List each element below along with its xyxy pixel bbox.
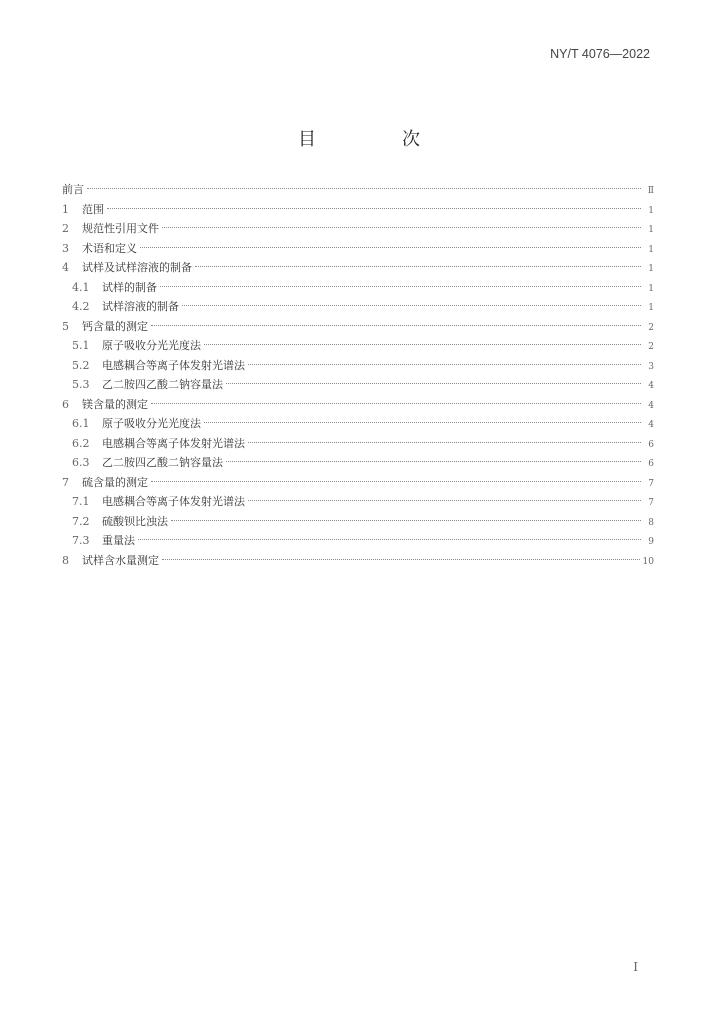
toc-entry-number: 3 bbox=[62, 241, 69, 255]
toc-entry-title: 乙二胺四乙酸二钠容量法 bbox=[102, 378, 223, 391]
toc-entry-title: 术语和定义 bbox=[82, 241, 137, 255]
toc-entry-number: 7.1 bbox=[72, 495, 90, 508]
toc-entry-number: 5.1 bbox=[72, 339, 90, 352]
dot-leader bbox=[248, 364, 641, 365]
toc-entry[interactable] bbox=[62, 375, 654, 395]
standard-code: NY/T 4076—2022 bbox=[550, 47, 650, 61]
toc-entry-title: 试样及试样溶液的制备 bbox=[82, 261, 192, 274]
toc-entry-page: 4 bbox=[648, 381, 654, 391]
toc-entry[interactable] bbox=[62, 512, 654, 532]
dot-leader bbox=[182, 305, 641, 306]
dot-leader bbox=[162, 227, 641, 228]
toc-entry-page: 3 bbox=[648, 361, 654, 372]
toc-entry-number: 6 bbox=[62, 397, 69, 411]
dot-leader bbox=[204, 344, 641, 345]
toc-entry-title: 电感耦合等离子体发射光谱法 bbox=[102, 358, 245, 372]
toc-entry-number: 4 bbox=[62, 261, 69, 274]
toc-entry-page: 2 bbox=[648, 342, 654, 352]
dot-leader bbox=[195, 266, 641, 267]
toc-entry-page: 1 bbox=[648, 244, 654, 255]
dot-leader bbox=[248, 442, 641, 443]
toc-entry[interactable] bbox=[62, 531, 654, 551]
toc-entry[interactable] bbox=[62, 356, 654, 376]
toc-entry-number: 1 bbox=[62, 202, 69, 216]
toc-entry[interactable] bbox=[62, 258, 654, 278]
toc-entry-title: 范围 bbox=[82, 202, 104, 216]
toc-entry[interactable] bbox=[62, 297, 654, 317]
toc-entry-page: 6 bbox=[648, 439, 654, 450]
toc-entry[interactable] bbox=[62, 317, 654, 337]
toc-entry[interactable] bbox=[62, 492, 654, 512]
toc-entry-title: 电感耦合等离子体发射光谱法 bbox=[102, 436, 245, 450]
dot-leader bbox=[204, 422, 641, 423]
toc-entry[interactable] bbox=[62, 551, 654, 571]
toc-entry[interactable] bbox=[62, 453, 654, 473]
page-title: 目 次 bbox=[298, 129, 454, 150]
dot-leader bbox=[226, 461, 641, 462]
toc-entry-title: 电感耦合等离子体发射光谱法 bbox=[102, 495, 245, 508]
toc-entry[interactable] bbox=[62, 200, 654, 220]
dot-leader bbox=[107, 208, 641, 209]
toc-entry-page: 4 bbox=[648, 400, 654, 411]
dot-leader bbox=[160, 286, 641, 287]
toc-entry-title: 试样的制备 bbox=[102, 280, 157, 294]
toc-entry-number: 5.3 bbox=[72, 378, 90, 391]
toc-entry[interactable] bbox=[62, 414, 654, 434]
toc-entry-title: 试样含水量测定 bbox=[82, 553, 159, 567]
dot-leader bbox=[171, 520, 641, 521]
toc-entry[interactable] bbox=[62, 278, 654, 298]
toc-entry-title: 硫酸钡比浊法 bbox=[102, 514, 168, 528]
toc-entry-number: 5.2 bbox=[72, 358, 90, 372]
toc-entry[interactable] bbox=[62, 434, 654, 454]
toc-entry-page: 7 bbox=[648, 478, 654, 489]
toc-entry[interactable] bbox=[62, 473, 654, 493]
dot-leader bbox=[138, 539, 641, 540]
toc-entry-title: 重量法 bbox=[102, 534, 135, 547]
toc-entry-number: 6.2 bbox=[72, 436, 90, 450]
toc-entry-page: 1 bbox=[648, 283, 654, 294]
page-number: Ⅰ bbox=[633, 960, 638, 974]
toc-entry-title: 原子吸收分光光度法 bbox=[102, 339, 201, 352]
toc-entry-page: 1 bbox=[648, 303, 654, 313]
toc-entry-number: 4.2 bbox=[72, 300, 90, 313]
dot-leader bbox=[151, 481, 641, 482]
toc-entry[interactable] bbox=[62, 336, 654, 356]
toc-entry-title: 前言 bbox=[62, 183, 84, 196]
toc-entry-page: 1 bbox=[648, 225, 654, 235]
toc-entry-page: 8 bbox=[648, 517, 654, 528]
toc-entry-title: 试样溶液的制备 bbox=[102, 300, 179, 313]
dot-leader bbox=[151, 325, 641, 326]
toc-entry-page: 1 bbox=[648, 264, 654, 274]
toc-entry[interactable] bbox=[62, 395, 654, 415]
dot-leader bbox=[151, 403, 641, 404]
toc-entry-title: 硫含量的测定 bbox=[82, 475, 148, 489]
toc-entry-page: 7 bbox=[648, 498, 654, 508]
toc-entry-number: 4.1 bbox=[72, 280, 90, 294]
toc-entry[interactable] bbox=[62, 219, 654, 239]
table-of-contents bbox=[62, 180, 654, 570]
dot-leader bbox=[87, 188, 641, 189]
toc-entry-number: 5 bbox=[62, 319, 69, 333]
toc-entry-title: 镁含量的测定 bbox=[82, 397, 148, 411]
toc-entry-page: 10 bbox=[642, 556, 654, 567]
toc-entry[interactable] bbox=[62, 239, 654, 259]
toc-entry-number: 7.2 bbox=[72, 514, 90, 528]
dot-leader bbox=[140, 247, 641, 248]
dot-leader bbox=[226, 383, 641, 384]
toc-entry[interactable] bbox=[62, 180, 654, 200]
dot-leader bbox=[162, 559, 640, 560]
toc-entry-title: 乙二胺四乙酸二钠容量法 bbox=[102, 456, 223, 469]
dot-leader bbox=[248, 500, 641, 501]
toc-entry-number: 7 bbox=[62, 475, 69, 489]
toc-entry-page: Ⅱ bbox=[647, 186, 654, 196]
toc-entry-page: 4 bbox=[648, 420, 654, 430]
toc-entry-title: 原子吸收分光光度法 bbox=[102, 417, 201, 430]
toc-entry-title: 钙含量的测定 bbox=[82, 319, 148, 333]
toc-entry-page: 1 bbox=[648, 205, 654, 216]
toc-entry-number: 6.1 bbox=[72, 417, 90, 430]
toc-entry-page: 2 bbox=[648, 322, 654, 333]
toc-entry-number: 7.3 bbox=[72, 534, 90, 547]
toc-entry-number: 6.3 bbox=[72, 456, 90, 469]
toc-entry-title: 规范性引用文件 bbox=[82, 222, 159, 235]
toc-entry-number: 8 bbox=[62, 553, 69, 567]
toc-entry-number: 2 bbox=[62, 222, 69, 235]
toc-entry-page: 9 bbox=[648, 537, 654, 547]
toc-entry-page: 6 bbox=[648, 459, 654, 469]
